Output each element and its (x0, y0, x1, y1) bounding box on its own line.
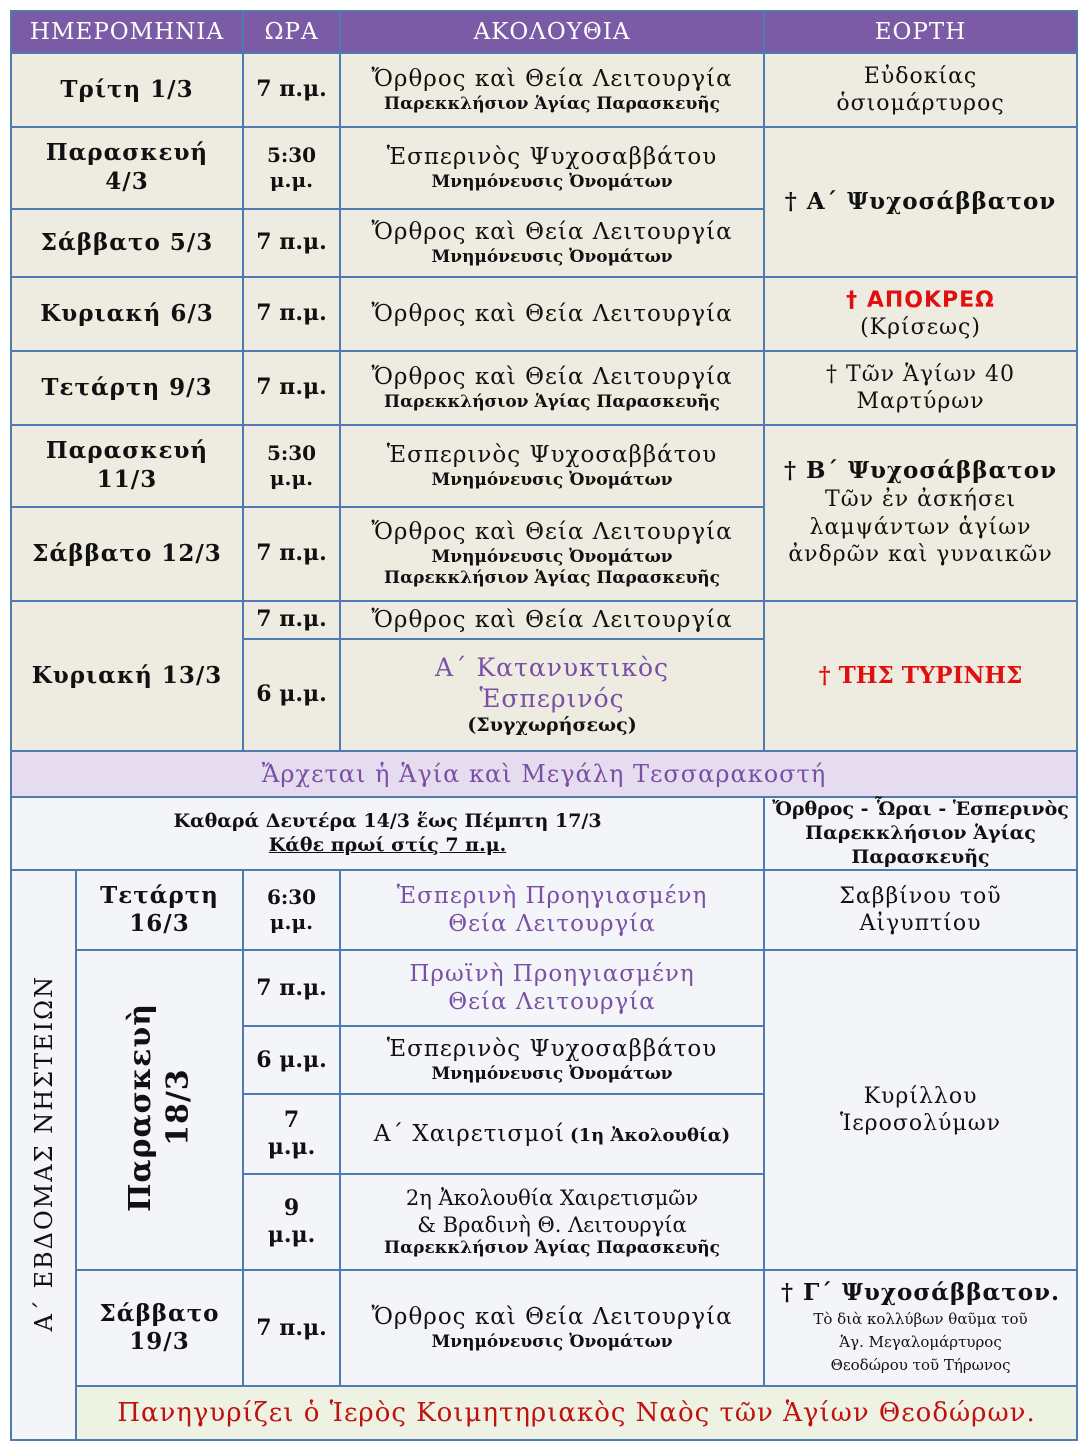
day-line: 19/3 (129, 1328, 190, 1356)
service-sub: Παρεκκλήσιον Ἁγίας Παρασκευῆς (384, 568, 720, 589)
time-cell: 7 π.μ. (243, 53, 340, 127)
time-line: μ.μ. (267, 1134, 316, 1161)
service-text: Ὄρθρος καὶ Θεία Λειτουργία (371, 1304, 733, 1331)
day-line: Παρασκευὴ (123, 1003, 158, 1213)
service-cell: Ὄρθρος καὶ Θεία Λειτουργία (340, 601, 764, 639)
service-text: Ὄρθρος καὶ Θεία Λειτουργία (371, 219, 733, 245)
service-cell (340, 1270, 764, 1386)
day-cell (11, 127, 243, 209)
service-cell (340, 1026, 764, 1094)
day-cell: Σάββατο 5/3 (11, 209, 243, 277)
feast-cell (764, 351, 1077, 425)
clean-week-left (11, 797, 764, 870)
clean-week-right (764, 797, 1077, 870)
table-row (11, 950, 1077, 1026)
day-line: Σάββατο (99, 1299, 220, 1327)
time-line: 7 (283, 1106, 300, 1133)
day-cell (76, 950, 243, 1270)
service-text: Ἑσπερινὸς Ψυχοσαββάτου (386, 144, 718, 170)
footer-text: Πανηγυρίζει ὁ Ἱερὸς Κοιμητηριακὸς Ναὸς τῶν Ἁγίων Θεοδώρων. (76, 1386, 1077, 1440)
service-text: Α΄ Κατανυκτικὸς (434, 652, 670, 682)
day-line: Παρασκευή (45, 437, 209, 465)
week-label-cell (11, 870, 76, 1440)
time-line: μ.μ. (269, 910, 314, 935)
time-cell: 7 π.μ. (243, 507, 340, 601)
table-row (11, 1270, 1077, 1386)
day-cell (76, 870, 243, 950)
clean-week-dates: Καθαρά Δευτέρα 14/3 ἕως Πέμπτη 17/3 (173, 809, 602, 832)
day-cell (76, 1270, 243, 1386)
time-cell (243, 425, 340, 507)
feast-cell (764, 425, 1077, 601)
feast-cell (764, 1270, 1077, 1386)
table-row (11, 351, 1077, 425)
feast-title: † Γ΄ Ψυχοσάββατον. (781, 1279, 1061, 1306)
service-text: 2η Ἀκολουθία Χαιρετισμῶν (405, 1186, 699, 1211)
day-cell: Σάββατο 12/3 (11, 507, 243, 601)
header-row (11, 11, 1077, 53)
service-text: Θεία Λειτουργία (448, 989, 656, 1016)
service-sub: Παρεκκλήσιον Ἁγίας Παρασκευῆς (384, 391, 720, 412)
service-text: Ἑσπερινός (479, 684, 625, 714)
day-line: 4/3 (105, 168, 149, 195)
feast-line: Αἰγυπτίου (859, 911, 982, 937)
day-line: 18/3 (160, 1068, 196, 1147)
service-sub: Μνημόνευσις Ὀνομάτων (431, 1064, 673, 1084)
feast-line: Μαρτύρων (856, 389, 985, 414)
feast-cell: † Α΄ Ψυχοσάββατον (764, 127, 1077, 277)
schedule (10, 10, 1076, 1441)
time-cell: 7 π.μ. (243, 950, 340, 1026)
service-sub: Μνημόνευσις Ὀνομάτων (431, 547, 673, 568)
day-line: Παρασκευή (45, 139, 209, 167)
lent-banner-row (11, 751, 1077, 797)
time-cell (243, 127, 340, 209)
service-text: Ἑσπερινὸς Ψυχοσαββάτου (386, 442, 718, 468)
service-text: Ὄρθρος καὶ Θεία Λειτουργία (371, 66, 733, 92)
time-cell: 6 μ.μ. (243, 639, 340, 751)
day-cell: Τρίτη 1/3 (11, 53, 243, 127)
day-vertical (122, 1003, 197, 1212)
service-cell (340, 425, 764, 507)
table-row (11, 601, 1077, 639)
service-sub: Μνημόνευσις Ὀνομάτων (431, 246, 673, 267)
day-cell: Κυριακή 6/3 (11, 277, 243, 351)
time-line: μ.μ. (267, 1222, 316, 1249)
day-cell: Κυριακή 13/3 (11, 601, 243, 751)
service-sub: Μνημόνευσις Ὀνομάτων (431, 171, 673, 192)
feast-cell (764, 53, 1077, 127)
feast-cell (764, 870, 1077, 950)
time-cell: 7 π.μ. (243, 351, 340, 425)
service-text: Θεία Λειτουργία (448, 911, 656, 938)
service-sub: Παρεκκλήσιον Ἁγίας Παρασκευῆς (384, 1237, 720, 1258)
service-text: Ἑσπερινὴ Προηγιασμένη (396, 882, 708, 909)
feast-cell (764, 277, 1077, 351)
service-text: Α΄ Χαιρετισμοί (373, 1120, 565, 1147)
time-cell: 7 π.μ. (243, 209, 340, 277)
service-text: Ὄρθρος καὶ Θεία Λειτουργία (371, 364, 733, 390)
lent-banner: Ἄρχεται ἡ Ἁγία καὶ Μεγάλη Τεσσαρακοστή (11, 751, 1077, 797)
header-service: ΑΚΟΛΟΥΘΙΑ (340, 11, 764, 53)
time-line: 9 (283, 1194, 300, 1221)
service-cell (340, 351, 764, 425)
day-cell (11, 425, 243, 507)
time-line: μ.μ. (269, 466, 314, 490)
service-cell (340, 209, 764, 277)
service-sub: Μνημόνευσις Ὀνομάτων (431, 1332, 673, 1352)
feast-cell (764, 950, 1077, 1270)
service-cell: Ὄρθρος καὶ Θεία Λειτουργία (340, 277, 764, 351)
time-cell: 7 π.μ. (243, 601, 340, 639)
table-row (11, 277, 1077, 351)
day-cell: Τετάρτη 9/3 (11, 351, 243, 425)
service-cell (340, 127, 764, 209)
time-cell (243, 1174, 340, 1270)
time-line: 5:30 (266, 441, 317, 465)
clean-week-row (11, 797, 1077, 870)
service-cell (340, 950, 764, 1026)
day-line: Τετάρτη (100, 881, 219, 909)
table-row (11, 53, 1077, 127)
service-cell (340, 639, 764, 751)
header-feast: ΕΟΡΤΗ (764, 11, 1077, 53)
time-line: 5:30 (266, 143, 317, 167)
schedule-table (10, 10, 1078, 1441)
service-sub: (Συγχωρήσεως) (467, 714, 637, 737)
time-cell: 7 π.μ. (243, 1270, 340, 1386)
week-label: Α΄ ΕΒΔΟΜΑΣ ΝΗΣΤΕΙΩΝ (29, 974, 58, 1331)
time-line: μ.μ. (269, 168, 314, 192)
service-sub: Παρεκκλήσιον Ἁγίας Παρασκευῆς (384, 93, 720, 114)
clean-week-time: Κάθε πρωί στίς 7 π.μ. (268, 833, 507, 856)
footer-row (11, 1386, 1077, 1440)
service-text: Πρωϊνὴ Προηγιασμένη (409, 960, 695, 987)
service-sub: (1η Ἀκολουθία) (570, 1124, 731, 1146)
feast-line: Σαββίνου τοῦ (839, 883, 1002, 909)
feast-title: † Β΄ Ψυχοσάββατον (783, 457, 1058, 485)
feast-line: λαμψάντων ἁγίων (809, 514, 1032, 540)
feast-line: Ἁγ. Μεγαλομάρτυρος (839, 1333, 1002, 1351)
feast-title: † ΑΠΟΚΡΕΩ (846, 287, 995, 313)
feast-line: Κυρίλλου (863, 1083, 978, 1109)
service-text: Ἑσπερινὸς Ψυχοσαββάτου (386, 1036, 718, 1063)
feast-line: ὁσιομάρτυρος (836, 91, 1005, 116)
time-line: 6:30 (266, 885, 317, 910)
header-time: ΩΡΑ (243, 11, 340, 53)
service-cell (340, 1174, 764, 1270)
service-cell (340, 507, 764, 601)
header-date: ΗΜΕΡΟΜΗΝΙΑ (11, 11, 243, 53)
service-sub: Μνημόνευσις Ὀνομάτων (431, 469, 673, 490)
service-cell (340, 1094, 764, 1174)
table-row (11, 870, 1077, 950)
feast-line: ἀνδρῶν καὶ γυναικῶν (788, 542, 1053, 568)
day-line: 11/3 (96, 466, 158, 493)
day-line: 16/3 (129, 910, 190, 938)
time-cell: 7 π.μ. (243, 277, 340, 351)
time-cell: 6 μ.μ. (243, 1026, 340, 1094)
clean-week-services: Ὄρθρος - Ὧραι - Ἑσπερινὸς (772, 798, 1069, 820)
table-row (11, 127, 1077, 209)
service-text: & Βραδινὴ Θ. Λειτουργία (417, 1212, 687, 1237)
feast-line: Εὐδοκίας (863, 63, 978, 89)
feast-line: Τῶν ἐν ἀσκήσει (825, 487, 1017, 513)
clean-week-place: Παρεκκλήσιον Ἁγίας Παρασκευῆς (805, 821, 1036, 868)
feast-line: Τὸ διὰ κολλύβων θαῦμα τοῦ (813, 1309, 1028, 1328)
table-row (11, 425, 1077, 507)
service-cell (340, 53, 764, 127)
time-cell (243, 870, 340, 950)
feast-line: Θεοδώρου τοῦ Τήρωνος (830, 1356, 1011, 1375)
feast-line: Ἱεροσολύμων (839, 1111, 1002, 1137)
service-cell (340, 870, 764, 950)
feast-line: † Τῶν Ἁγίων 40 (826, 361, 1015, 387)
service-text: Ὄρθρος καὶ Θεία Λειτουργία (371, 519, 733, 546)
feast-line: (Κρίσεως) (860, 315, 981, 340)
time-cell (243, 1094, 340, 1174)
feast-cell: † ΤΗΣ ΤΥΡΙΝΗΣ (764, 601, 1077, 751)
